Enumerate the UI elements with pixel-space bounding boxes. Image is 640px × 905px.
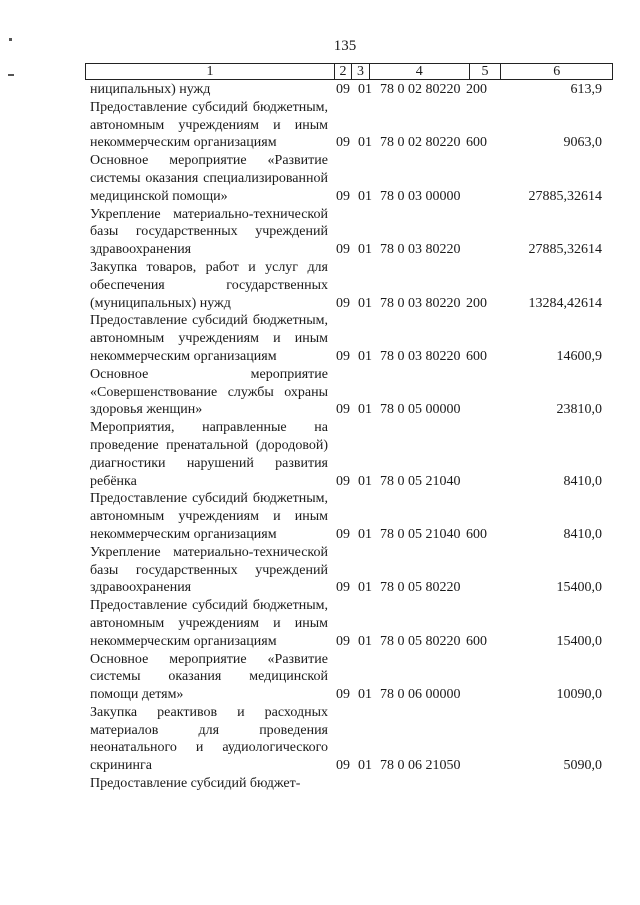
row-name: Предоставление субсидий бюджет- [90,776,301,792]
row-name: Укрепление материально-технической базы государственных учреждений здравоохранения [90,544,328,596]
expense-type-code [466,579,506,597]
expense-type-code [466,473,506,491]
expense-type-code: 600 [466,633,487,649]
expense-type-code [466,188,506,206]
table-row [90,206,610,259]
page-number: 135 [333,38,357,54]
row-amount: 23810,0 [556,402,602,418]
expense-type-code: 600 [466,135,487,151]
expense-type-code [466,686,506,704]
target-code: 78 0 05 80220 [380,580,461,596]
row-codes [336,81,506,99]
row-name: ниципальных) нужд [90,82,211,97]
header-col-2: 2 [335,64,352,79]
row-codes [336,188,506,206]
expense-type-code [466,401,506,419]
row-codes [336,134,506,152]
scan-mark [8,74,14,76]
row-amount: 15400,0 [556,580,602,596]
row-name: Закупка реактивов и расходных материалов для проведения неонатального и аудиологического скрининга [90,704,328,774]
target-code: 78 0 03 80220 [380,295,461,311]
target-code: 78 0 05 21040 [380,526,461,542]
row-name: Предоставление субсидий бюджетным, автономным учреждениям и иным некоммерческим организациям [90,99,328,151]
row-amount: 8410,0 [563,526,602,542]
row-amount: 5090,0 [563,758,602,774]
chapter-code: 09 [336,402,350,418]
row-codes [336,401,506,419]
header-col-4: 4 [370,64,470,79]
row-amount: 9063,0 [563,135,602,151]
row-amount: 13284,42614 [528,295,602,311]
section-code: 01 [358,295,372,311]
header-col-5: 5 [470,64,502,79]
table-header [85,63,613,80]
section-code: 01 [358,82,372,97]
row-amount: 14600,9 [556,348,602,364]
expense-type-code [466,757,506,775]
table-row [90,259,610,312]
section-code: 01 [358,526,372,542]
row-name: Укрепление материально-технической базы государственных учреждений здравоохранения [90,206,328,258]
chapter-code: 09 [336,687,350,703]
table-row [90,597,610,650]
row-name: Закупка товаров, работ и услуг для обеспечения государственных (муниципальных) нужд [90,259,328,311]
chapter-code: 09 [336,188,350,204]
target-code: 78 0 06 00000 [380,687,461,703]
section-code: 01 [358,348,372,364]
section-code: 01 [358,758,372,774]
section-code: 01 [358,580,372,596]
expense-type-code: 200 [466,295,487,311]
chapter-code: 09 [336,580,350,596]
section-code: 01 [358,242,372,258]
row-name: Основное мероприятие «Совершенствование службы охраны здоровья женщин» [90,366,328,418]
row-codes [336,241,506,259]
expense-type-code: 600 [466,526,487,542]
row-codes [336,686,506,704]
chapter-code: 09 [336,526,350,542]
row-name: Мероприятия, направленные на проведение пренатальной (дородовой) диагностики нарушений развития ребёнка [90,420,328,489]
target-code: 78 0 06 21050 [380,758,461,774]
section-code: 01 [358,633,372,649]
row-name: Предоставление субсидий бюджетным, автономным учреждениям и иным некоммерческим организациям [90,491,328,542]
table-row [90,81,610,99]
expense-type-code [466,241,506,259]
row-codes [336,526,506,544]
row-name: Предоставление субсидий бюджетным, автономным учреждениям и иным некоммерческим организациям [90,598,328,649]
table-row [90,99,610,152]
header-col-1: 1 [86,64,335,79]
table-row [90,419,610,490]
chapter-code: 09 [336,242,350,258]
row-codes [336,579,506,597]
header-col-6: 6 [553,64,561,79]
row-amount: 10090,0 [556,687,602,703]
row-name: Основное мероприятие «Развитие системы оказания медицинской помощи детям» [90,651,328,703]
chapter-code: 09 [336,82,350,97]
table-row [90,152,610,205]
chapter-code: 09 [336,348,350,364]
target-code: 78 0 05 21040 [380,473,461,489]
row-amount: 15400,0 [556,633,602,649]
section-code: 01 [358,188,372,204]
chapter-code: 09 [336,473,350,489]
expense-type-code: 600 [466,348,487,364]
row-name: Предоставление субсидий бюджетным, автономным учреждениям и иным некоммерческим организациям [90,313,328,364]
budget-table-body [90,81,610,793]
chapter-code: 09 [336,758,350,774]
section-code: 01 [358,402,372,418]
row-codes [336,473,506,491]
table-row [90,366,610,419]
target-code: 78 0 03 80220 [380,242,461,258]
target-code: 78 0 02 80220 [380,82,461,97]
table-row [90,651,610,704]
table-row [90,704,610,775]
row-name: Основное мероприятие «Развитие системы оказания специализированной медицинской помощи» [90,153,328,204]
chapter-code: 09 [336,295,350,311]
row-amount: 613,9 [570,82,602,97]
expense-type-code: 200 [466,82,487,97]
target-code: 78 0 03 00000 [380,188,461,204]
target-code: 78 0 02 80220 [380,135,461,151]
table-row [90,312,610,365]
section-code: 01 [358,687,372,703]
table-row [90,544,610,597]
row-amount: 27885,32614 [528,188,602,204]
target-code: 78 0 05 00000 [380,402,461,418]
row-amount: 8410,0 [563,473,602,489]
row-amount: 27885,32614 [528,242,602,258]
target-code: 78 0 05 80220 [380,633,461,649]
chapter-code: 09 [336,135,350,151]
row-codes [336,633,506,651]
header-col-3: 3 [352,64,370,79]
table-row [90,775,610,793]
chapter-code: 09 [336,633,350,649]
section-code: 01 [358,135,372,151]
target-code: 78 0 03 80220 [380,348,461,364]
table-row [90,490,610,543]
row-codes [336,348,506,366]
row-codes [336,295,506,313]
section-code: 01 [358,473,372,489]
row-codes [336,757,506,775]
